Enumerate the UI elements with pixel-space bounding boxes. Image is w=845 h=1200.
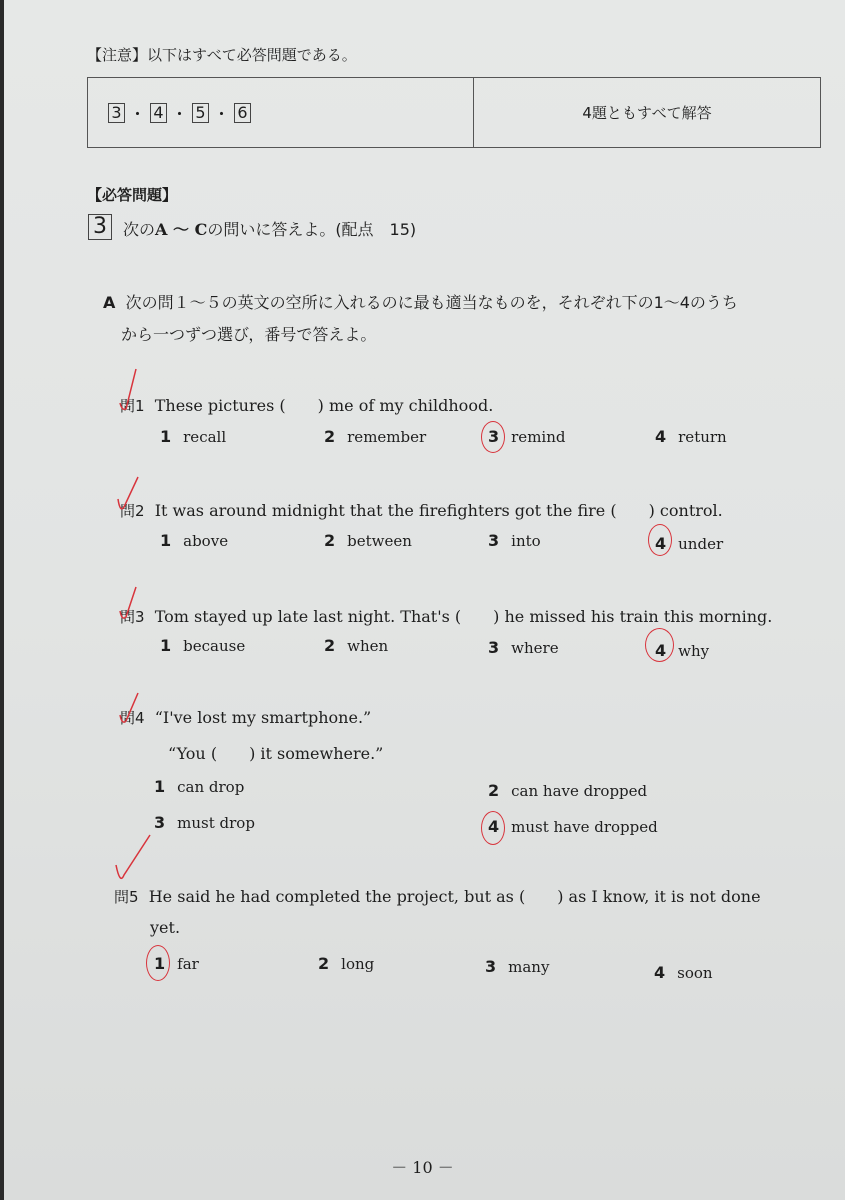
part-a-instruction: A 次の問１～５の英文の空所に入れるのに最も適当なものを，それぞれ下の1～4のうち から一つずつ選び，番号で答えよ。	[103, 293, 738, 344]
problem-box: 4	[150, 103, 167, 123]
option: 3 into	[488, 531, 541, 550]
option: 4 return	[655, 427, 727, 446]
option: 1 because	[160, 636, 246, 655]
option: 2 when	[324, 636, 389, 655]
option: 2 remember	[324, 427, 427, 446]
option: 3 where	[488, 638, 559, 657]
option: 3 remind	[488, 427, 566, 446]
option: 2 between	[324, 531, 412, 550]
problem-box: 6	[234, 103, 251, 123]
question-3: 問3 Tom stayed up late last night. That's ( ) he missed his train this morning.	[120, 607, 773, 626]
page-number: － 10 －	[391, 1158, 454, 1177]
answer-circle	[481, 811, 505, 845]
option: 4 soon	[654, 963, 713, 982]
question-4: 問4 “I've lost my smartphone.”	[120, 708, 372, 727]
answer-circle	[481, 421, 505, 453]
option: 4 under	[655, 534, 724, 553]
check-mark-icon	[110, 365, 170, 925]
answer-circle	[648, 524, 672, 556]
question-heading: 次のA ～ Cの問いに答えよ。(配点 15)	[123, 220, 417, 239]
option: 3 many	[485, 957, 550, 976]
answer-circle	[645, 628, 674, 662]
problem-list: 3 ・ 4 ・ 5 ・ 6	[88, 78, 474, 147]
problem-box: 3	[108, 103, 125, 123]
answer-circle	[146, 945, 170, 981]
question-number-box: 3	[88, 214, 112, 240]
question-5: 問5 He said he had completed the project, but as ( ) as I know, it is not done	[114, 887, 761, 906]
option: 2 can have dropped	[488, 781, 648, 800]
notice-text: 【注意】以下はすべて必答問題である。	[87, 46, 357, 64]
option: 1 can drop	[154, 777, 245, 796]
question-1: 問1 These pictures ( ) me of my childhood.	[120, 396, 494, 415]
part-label: A	[103, 293, 116, 312]
question-4-line2: “You ( ) it somewhere.”	[168, 744, 384, 763]
option: 4 why	[655, 641, 710, 660]
answer-instruction: 4題ともすべて解答	[582, 104, 712, 122]
option: 1 far	[154, 954, 199, 973]
question-2: 問2 It was around midnight that the firefighters got the fire ( ) control.	[120, 501, 723, 520]
option: 1 above	[160, 531, 229, 550]
option: 3 must drop	[154, 813, 255, 832]
section-label: 【必答問題】	[87, 186, 178, 204]
notice-table	[87, 77, 821, 148]
problem-box: 5	[192, 103, 209, 123]
option: 4 must have dropped	[488, 817, 658, 836]
option: 2 long	[318, 954, 375, 973]
option: 1 recall	[160, 427, 227, 446]
question-5-line2: yet.	[150, 918, 181, 937]
